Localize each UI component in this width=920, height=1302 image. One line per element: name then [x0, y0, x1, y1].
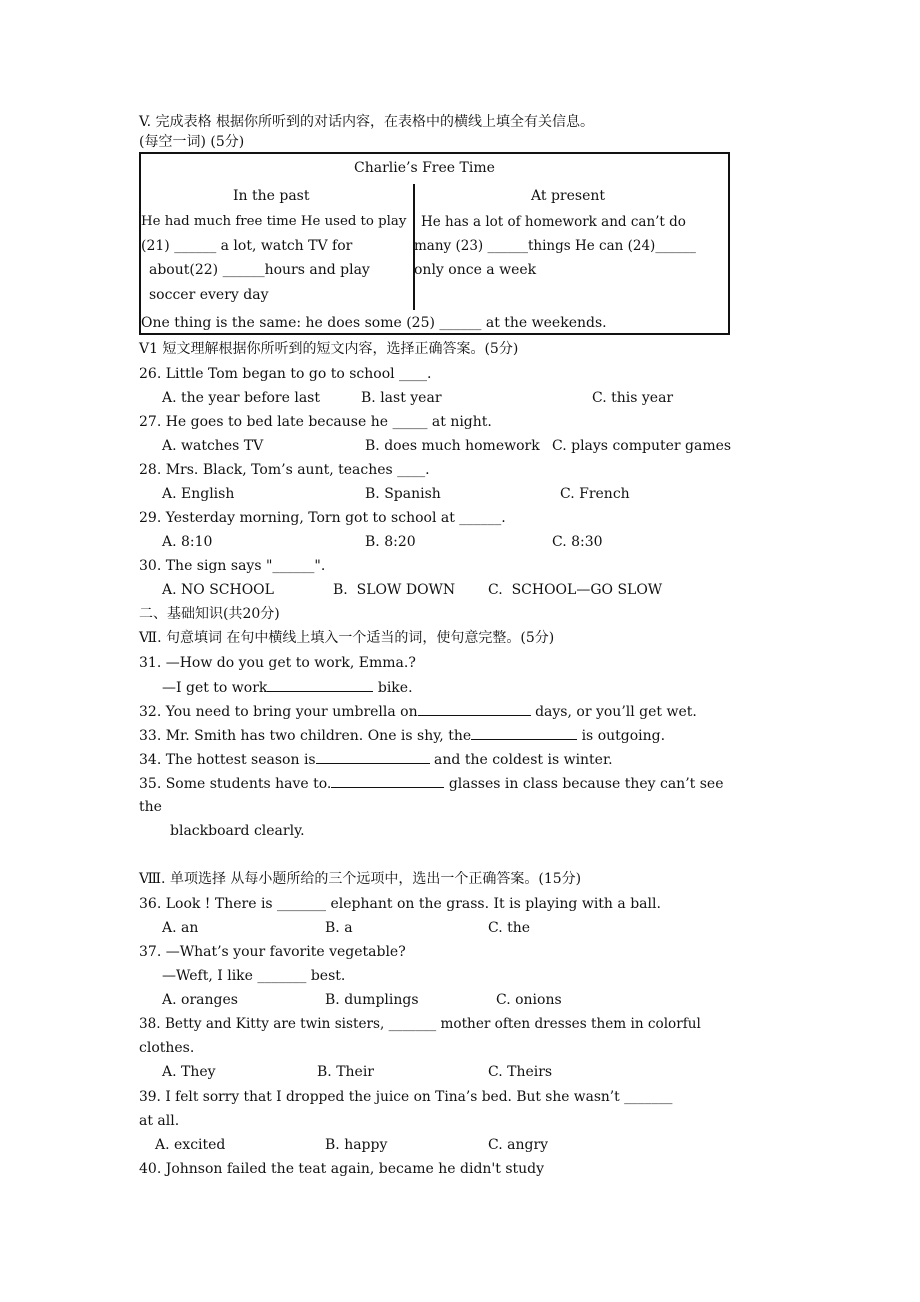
q38-option-c: C. Theirs: [488, 1064, 553, 1080]
charlie-table: [139, 152, 730, 335]
question-35-cont2: blackboard clearly.: [170, 823, 305, 839]
q26-option-a: A. the year before last: [162, 390, 320, 406]
q31-text-post: bike.: [373, 680, 413, 696]
q30-option-a: A. NO SCHOOL: [162, 582, 274, 598]
q34-blank: [316, 749, 430, 764]
col-past-header: In the past: [233, 188, 310, 204]
past-line-3: about(22) ______hours and play: [149, 262, 370, 278]
q29-option-c: C. 8:30: [552, 534, 603, 550]
q26-option-b: B. last year: [361, 390, 442, 406]
question-27: 27. He goes to bed late because he _____ at night.: [139, 414, 492, 430]
q31-text-pre: —I get to work: [162, 680, 268, 696]
q36-option-b: B. a: [325, 920, 353, 936]
question-31b: [162, 677, 413, 698]
question-38b: clothes.: [139, 1040, 195, 1056]
section5-heading: V. 完成表格 根据你所听到的对话内容，在表格中的横线上填全有关信息。: [139, 114, 595, 130]
q27-option-c: C. plays computer games: [552, 438, 732, 454]
q26-option-c: C. this year: [592, 390, 674, 406]
q32-text-post: days, or you’ll get wet.: [530, 704, 697, 720]
q33-blank: [471, 725, 577, 740]
q34-text-post: and the coldest is winter.: [429, 752, 613, 768]
past-line-2: (21) ______ a lot, watch TV for: [141, 238, 353, 254]
q28-option-c: C. French: [560, 486, 630, 502]
q35-text-post: glasses in class because they can’t see: [444, 776, 724, 792]
present-line-2: many (23) ______things He can (24)______: [414, 238, 696, 254]
q37-option-b: B. dumplings: [325, 992, 419, 1008]
q27-option-b: B. does much homework: [365, 438, 540, 454]
question-28: 28. Mrs. Black, Tom’s aunt, teaches ____.: [139, 462, 430, 478]
q36-option-a: A. an: [162, 920, 199, 936]
q30-option-b: B. SLOW DOWN: [333, 582, 456, 598]
part2-heading: 二、基础知识(共20分): [139, 606, 280, 622]
present-line-1: He has a lot of homework and can’t do: [421, 214, 686, 230]
q37-option-c: C. onions: [496, 992, 562, 1008]
question-32: [139, 701, 697, 722]
question-26: 26. Little Tom began to go to school ____.: [139, 366, 432, 382]
q33-text-pre: 33. Mr. Smith has two children. One is shy, the: [139, 728, 472, 744]
q38-option-b: B. Their: [317, 1064, 374, 1080]
q39-option-b: B. happy: [325, 1137, 388, 1153]
q32-text-pre: 32. You need to bring your umbrella on: [139, 704, 418, 720]
q29-option-b: B. 8:20: [365, 534, 416, 550]
col-present-header: At present: [531, 188, 605, 204]
question-38a: 38. Betty and Kitty are twin sisters, _______ mother often dresses them in colorful: [139, 1016, 701, 1032]
q33-text-post: is outgoing.: [577, 728, 666, 744]
q27-option-a: A. watches TV: [162, 438, 264, 454]
question-37b: —Weft, I like _______ best.: [162, 968, 346, 984]
q35-blank: [331, 773, 444, 788]
table-title: Charlie’s Free Time: [354, 160, 495, 176]
question-39a: 39. I felt sorry that I dropped the juice on Tina’s bed. But she wasn’t _______: [139, 1089, 673, 1105]
past-line-4: soccer every day: [149, 287, 269, 303]
section8-heading: Ⅷ. 单项选择 从每小题所给的三个远项中，选出一个正确答案。(15分): [139, 871, 582, 887]
table-footer: One thing is the same: he does some (25) ______ at the weekends.: [141, 315, 607, 331]
question-30: 30. The sign says "______".: [139, 558, 326, 574]
q28-option-b: B. Spanish: [365, 486, 441, 502]
q36-option-c: C. the: [488, 920, 531, 936]
q39-option-c: C. angry: [488, 1137, 549, 1153]
question-33: [139, 725, 665, 746]
question-37a: 37. —What’s your favorite vegetable?: [139, 944, 406, 960]
question-39b: at all.: [139, 1113, 180, 1129]
q28-option-a: A. English: [162, 486, 235, 502]
q39-option-a: A. excited: [155, 1137, 226, 1153]
q37-option-a: A. oranges: [162, 992, 238, 1008]
q34-text-pre: 34. The hottest season is: [139, 752, 316, 768]
q29-option-a: A. 8:10: [162, 534, 213, 550]
past-line-1: He had much free time He used to play: [141, 214, 407, 229]
question-29: 29. Yesterday morning, Torn got to school at ______.: [139, 510, 506, 526]
q30-option-c: C. SCHOOL—GO SLOW: [488, 582, 663, 598]
question-40: 40. Johnson failed the teat again, became he didn't study: [139, 1161, 545, 1177]
section5-note: (每空一词) (5分): [139, 134, 245, 150]
section6-heading: V1 短文理解根据你所听到的短文内容，选择正确答案。(5分): [139, 341, 519, 357]
q31-blank: [267, 677, 373, 692]
q35-text-pre: 35. Some students have to.: [139, 776, 332, 792]
question-35-cont1: the: [139, 799, 162, 815]
question-36: 36. Look ! There is _______ elephant on the grass. It is playing with a ball.: [139, 896, 661, 912]
q38-option-a: A. They: [162, 1064, 216, 1080]
section7-heading: Ⅶ. 句意填词 在句中横线上填入一个适当的词，使句意完整。(5分): [139, 630, 555, 646]
q32-blank: [418, 701, 531, 716]
question-31a: 31. —How do you get to work, Emma.?: [139, 655, 416, 671]
present-line-3: only once a week: [414, 262, 537, 278]
question-34: [139, 749, 613, 770]
question-35: [139, 773, 723, 794]
